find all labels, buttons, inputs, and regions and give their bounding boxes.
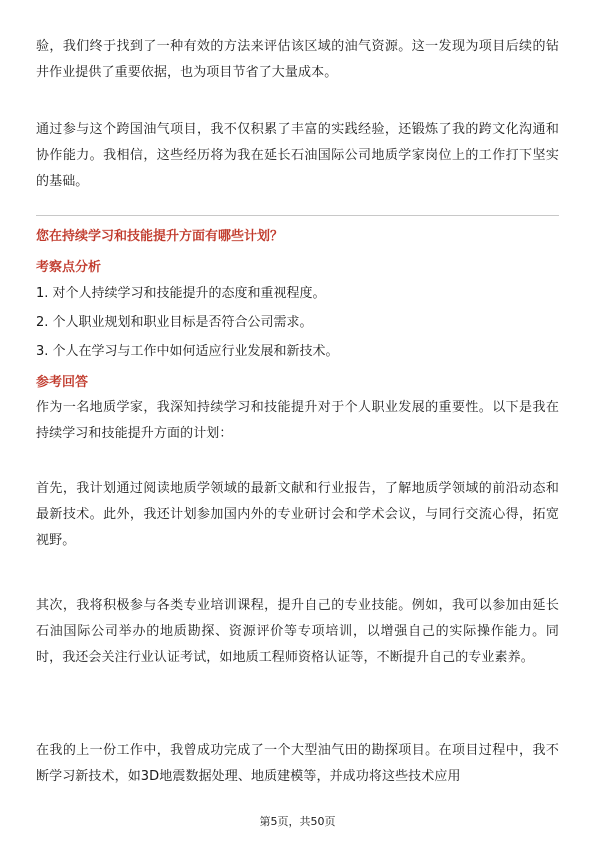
section-divider	[36, 215, 559, 216]
question-heading: 您在持续学习和技能提升方面有哪些计划？	[36, 229, 284, 244]
answer-paragraph-2: 首先，我计划通过阅读地质学领域的最新文献和行业报告，了解地质学领域的前沿动态和最新技术。此外，我还计划参加国内外的专业研讨会和学术会议，与同行交流心得，拓宽视野。	[36, 481, 559, 548]
analysis-item-1: 1. 对个人持续学习和技能提升的态度和重视程度。	[36, 286, 326, 301]
paragraph-intro-2: 通过参与这个跨国油气项目，我不仅积累了丰富的实践经验，还锻炼了我的跨文化沟通和协作能力。我相信，这些经历将为我在延长石油国际公司地质学家岗位上的工作打下坚实的基础。	[36, 122, 559, 189]
page-number-footer: 第5页，共50页	[259, 815, 336, 828]
analysis-item-3: 3. 个人在学习与工作中如何适应行业发展和新技术。	[36, 344, 339, 359]
analysis-item-2: 2. 个人职业规划和职业目标是否符合公司需求。	[36, 315, 313, 330]
answer-paragraph-3: 其次，我将积极参与各类专业培训课程，提升自己的专业技能。例如，我可以参加由延长石油国际公司举办的地质勘探、资源评价等专项培训，以增强自己的实际操作能力。同时，我还会关注行业认证考试，如地质工程师资格认证等，不断提升自己的专业素养。	[36, 598, 559, 665]
answer-title: 参考回答	[36, 375, 89, 390]
answer-paragraph-4: 在我的上一份工作中，我曾成功完成了一个大型油气田的勘探项目。在项目过程中，我不断学习新技术，如3D地震数据处理、地质建模等，并成功将这些技术应用	[36, 743, 559, 784]
answer-paragraph-1: 作为一名地质学家，我深知持续学习和技能提升对于个人职业发展的重要性。以下是我在持续学习和技能提升方面的计划：	[36, 400, 559, 441]
paragraph-intro-1: 验，我们终于找到了一种有效的方法来评估该区域的油气资源。这一发现为项目后续的钻井作业提供了重要依据，也为项目节省了大量成本。	[36, 39, 559, 80]
analysis-title: 考察点分析	[36, 260, 102, 275]
